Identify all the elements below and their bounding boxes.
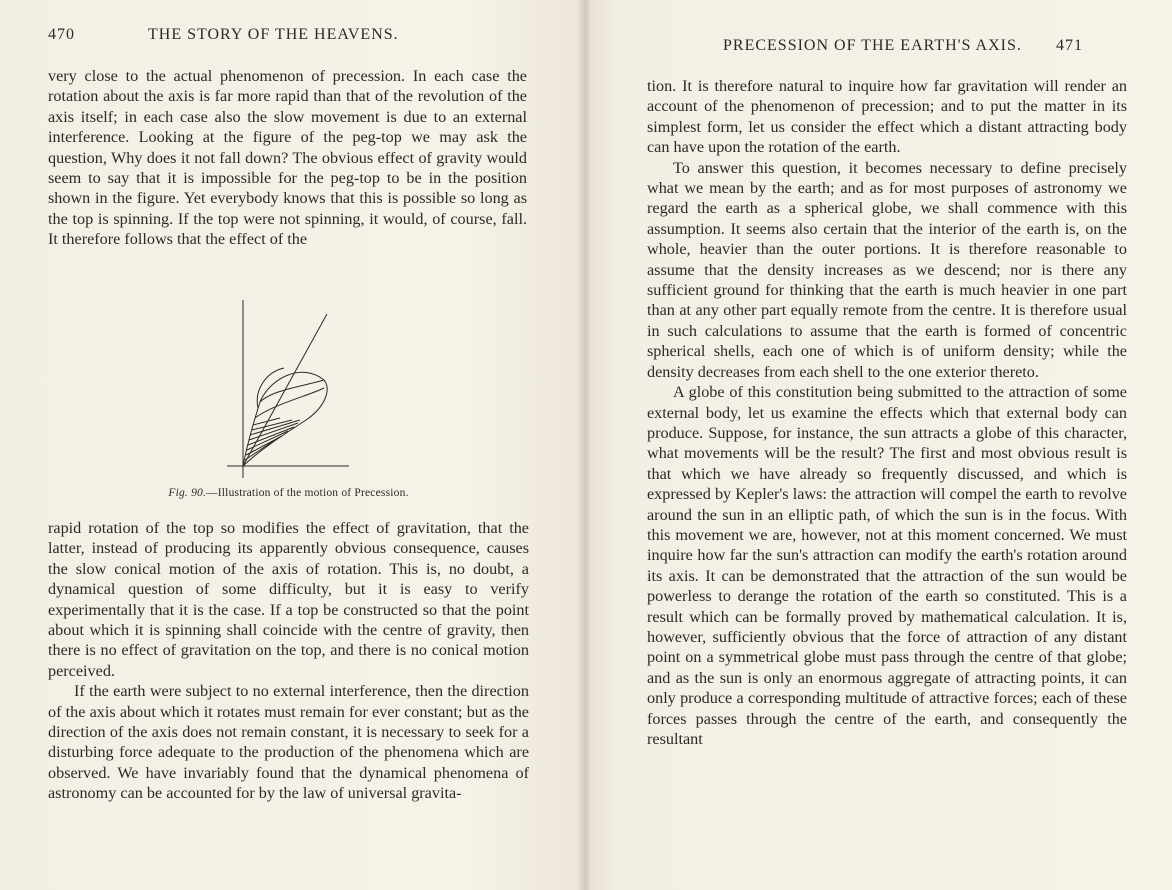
running-title: PRECESSION OF THE EARTH'S AXIS. bbox=[723, 37, 1022, 54]
peg-top-figure bbox=[200, 290, 390, 480]
text-block bbox=[647, 76, 1127, 749]
paragraph: If the earth were subject to no external interference, then the direction of the axis about which it rotates must remain for ever constant; but as the direction of the axis does not remain constant, it is necessary to seek for a disturbing force adequate to the production of the phenomena which are observed. We have invariably found that the dynamical phenomena of astronomy can be accounted for by the law of universal gravita- bbox=[48, 682, 529, 803]
paragraph: rapid rotation of the top so modifies the effect of gravitation, that the latter, instead of producing its apparently obvious consequence, causes the slow conical motion of the axis of rotation. This is, no doubt, a dynamical question of some difficulty, but it is easy to verify experimentally that it is the case. If a top be constructed so that the point about which it is spinning shall coincide with the centre of gravity, then there is no effect of gravitation on the top, and there is no conical motion perceived. bbox=[48, 519, 529, 680]
figure-label: Fig. 90. bbox=[168, 487, 207, 499]
figure-caption bbox=[48, 487, 529, 499]
figure-caption-text: —Illustration of the motion of Precession. bbox=[206, 487, 409, 499]
paragraph: A globe of this constitution being submitted to the attraction of some external body, let us examine the effects which that external body can produce. Suppose, for instance, the sun attracts a globe of this character, what movements will be the result? The first and most obvious result is that which we have already so frequently discussed, and which is expressed by Kepler's laws: the attraction will compel the earth to revolve around the sun in an elliptic path, of which the sun is in the focus. With this movement we are, however, not at this moment concerned. We must inquire how far the sun's attraction can modify the earth's rotation around its axis. It can be demonstrated that the attraction of the sun would be powerless to derange the rotation of the earth so constituted. This is a result which can be formally proved by mathematical calculation. It is, however, sufficiently obvious that the force of attraction of any distant point on a symmetrical globe must pass through the centre of that globe; and as the sun is only an enormous aggregate of attracting points, it can only produce a corresponding multitude of attractive forces; each of these forces passes through the centre of the earth, and consequently the resultant bbox=[647, 383, 1127, 748]
book-gutter bbox=[578, 0, 590, 890]
text-block-bottom bbox=[48, 518, 529, 804]
left-page bbox=[0, 0, 584, 890]
right-page bbox=[584, 0, 1172, 890]
page-number: 470 bbox=[48, 26, 75, 43]
paragraph: very close to the actual phenomenon of precession. In each case the rotation about the axis is far more rapid than that of the revolution of the axis itself; in each case also the slow movement is due to an external interference. Looking at the figure of the peg-top we may ask the question, Why does it not fall down? The obvious effect of gravity would seem to say that it is impossible for the peg-top to be in the position shown in the figure. Yet everybody knows that this is possible so long as the top is spinning. If the top were not spinning, it would, of course, fall. It therefore follows that the effect of the bbox=[48, 67, 527, 249]
paragraph: tion. It is therefore natural to inquire how far gravitation will render an account of the phenomenon of precession; and to put the matter in its simplest form, let us consider the effect which a distant attracting body can have upon the rotation of the earth. bbox=[647, 77, 1127, 157]
page-number: 471 bbox=[1056, 37, 1083, 54]
paragraph: To answer this question, it becomes necessary to define precisely what we mean by the earth; and as for most purposes of astronomy we regard the earth as a spherical globe, we shall commence with this assumption. It seems also certain that the interior of the earth is, on the whole, heavier than the outer portions. It is therefore reasonable to assume that the density increases as we descend; nor is there any sufficient ground for thinking that the earth is much heavier in one part than at any other part equally remote from the centre. It is therefore usual in such calculations to assume that the earth is formed of concentric spherical shells, each one of which is of uniform density; while the density decreases from each shell to the one exterior thereto. bbox=[647, 158, 1127, 381]
running-title: THE STORY OF THE HEAVENS. bbox=[148, 26, 399, 43]
text-block-top bbox=[48, 66, 527, 250]
